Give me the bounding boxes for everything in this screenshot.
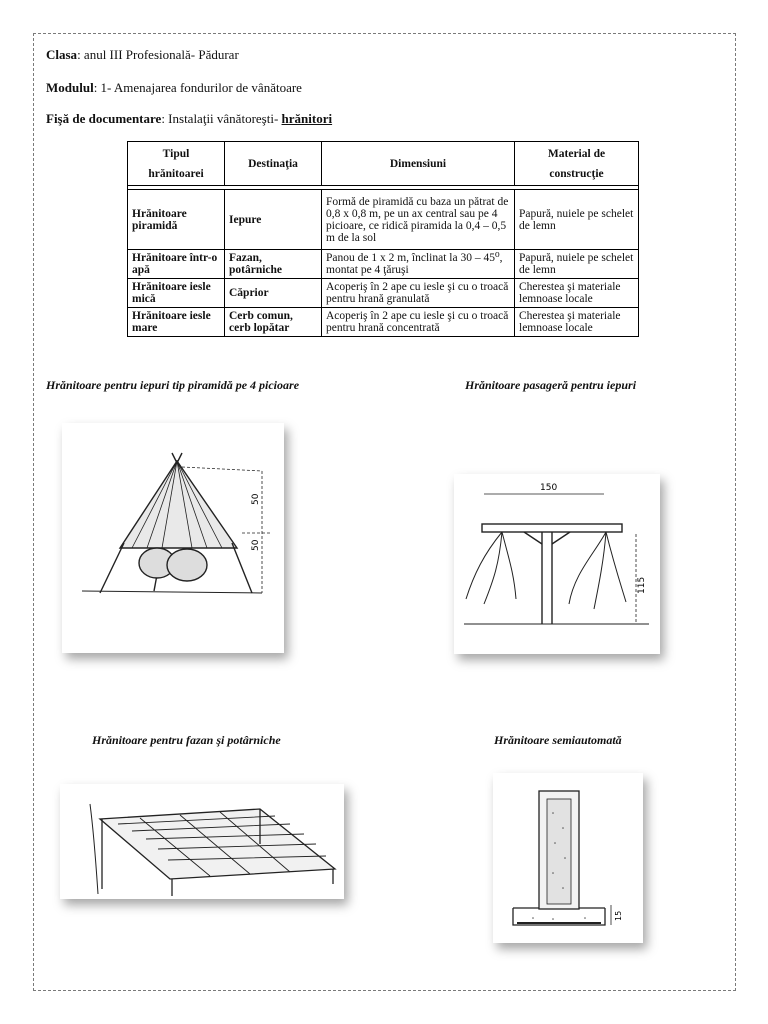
table-row <box>128 308 639 337</box>
feeder-table <box>127 141 639 337</box>
passage-feeder-drawing <box>454 474 660 654</box>
cell-dimensions: Panou de 1 x 2 m, înclinat la 30 – 45⁰, montat pe 4 ţăruşi <box>322 250 515 279</box>
cell-material: Cherestea şi materiale lemnoase locale <box>515 308 639 337</box>
dim-label-top: 50 <box>251 493 261 505</box>
pheasant-feeder-drawing <box>60 784 344 899</box>
col-header-type: Tipul hrănitoarei <box>128 142 225 186</box>
col-header-material: Material de construcţie <box>515 142 639 186</box>
module-label: Modulul <box>46 80 94 95</box>
cell-dimensions: Acoperiş în 2 ape cu iesle şi cu o troacă pentru hrană granulată <box>322 279 515 308</box>
figure-passage-feeder <box>454 474 660 654</box>
cell-dimensions: Formă de piramidă cu baza un pătrat de 0,8 x 0,8 m, pe un ax central sau pe 4 picioare, ce ridică piramida la 0,4 – 0,5 m de la sol <box>322 190 515 250</box>
figure-caption-pheasant: Hrănitoare pentru fazan şi potârniche <box>92 733 281 747</box>
doc-sheet-line <box>46 111 332 127</box>
table-header-row <box>128 142 639 186</box>
doc-sheet-value: : Instalaţii vânătoreşti- <box>161 111 282 126</box>
figure-caption-semiauto: Hrănitoare semiautomată <box>494 733 622 747</box>
cell-type: Hrănitoare iesle mare <box>128 308 225 337</box>
class-label: Clasa <box>46 47 78 62</box>
cell-destination: Iepure <box>225 190 322 250</box>
class-line <box>46 47 239 63</box>
pyramid-feeder-drawing <box>62 423 284 653</box>
cell-type: Hrănitoare într-o apă <box>128 250 225 279</box>
table-row <box>128 279 639 308</box>
table-row <box>128 190 639 250</box>
doc-sheet-topic: hrănitori <box>281 111 333 126</box>
doc-sheet-label: Fişă de documentare <box>46 111 162 126</box>
dim-label-base: 15 <box>614 910 623 921</box>
figure-caption-pyramid: Hrănitoare pentru iepuri tip piramidă pe 4 picioare <box>46 378 300 392</box>
cell-material: Cherestea şi materiale lemnoase locale <box>515 279 639 308</box>
cell-material: Papură, nuiele pe schelet de lemn <box>515 190 639 250</box>
cell-dimensions: Acoperiş în 2 ape cu iesle şi cu o troacă pentru hrană concentrată <box>322 308 515 337</box>
module-line <box>46 80 302 96</box>
dim-label-bottom: 50 <box>251 539 261 551</box>
semiauto-feeder-drawing <box>493 773 643 943</box>
col-header-destination: Destinaţia <box>225 142 322 186</box>
dim-label-height: 115 <box>637 576 647 594</box>
table-row <box>128 250 639 279</box>
cell-destination: Cerb comun, cerb lopătar <box>225 308 322 337</box>
cell-type: Hrănitoare piramidă <box>128 190 225 250</box>
module-value: : 1- Amenajarea fondurilor de vânătoare <box>93 80 302 95</box>
figure-pheasant-feeder <box>60 784 344 899</box>
cell-material: Papură, nuiele pe schelet de lemn <box>515 250 639 279</box>
dim-label-width: 150 <box>540 483 558 493</box>
figure-caption-passage: Hrănitoare pasageră pentru iepuri <box>465 378 637 392</box>
figure-pyramid-feeder <box>62 423 284 653</box>
cell-destination: Fazan, potârniche <box>225 250 322 279</box>
cell-type: Hrănitoare iesle mică <box>128 279 225 308</box>
figure-semiauto-feeder <box>493 773 643 943</box>
cell-destination: Căprior <box>225 279 322 308</box>
class-value: : anul III Profesională- Pădurar <box>77 47 239 62</box>
col-header-dimensions: Dimensiuni <box>322 142 515 186</box>
